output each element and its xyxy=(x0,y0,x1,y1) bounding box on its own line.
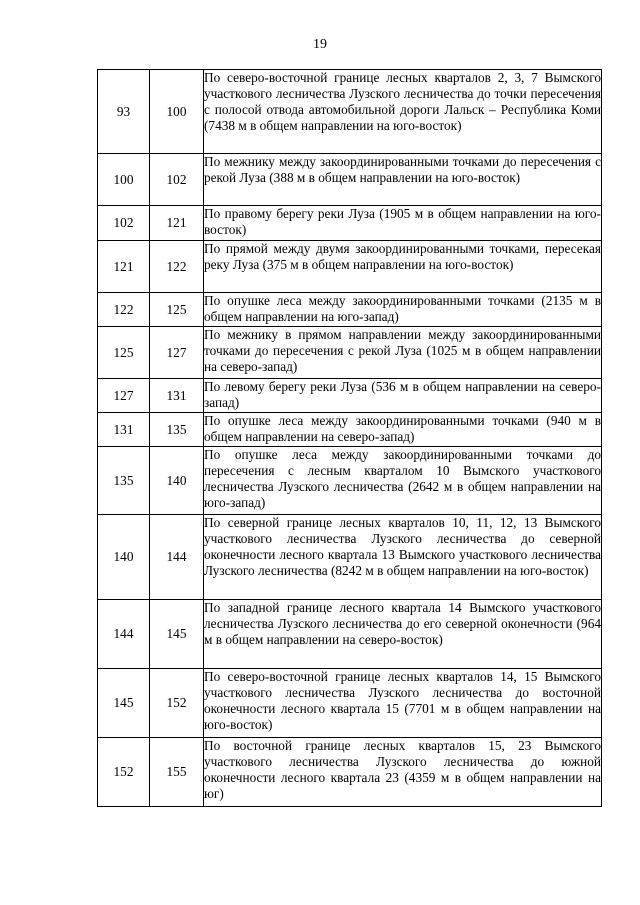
point-from: 135 xyxy=(98,447,150,515)
point-to: 102 xyxy=(150,154,204,206)
boundary-description: По опушке леса между закоординированными точками (2135 м в общем направлении на юго-запад) xyxy=(204,293,602,327)
table-row xyxy=(98,70,602,154)
point-to: 152 xyxy=(150,669,204,738)
boundary-description: По опушке леса между закоординированными точками (940 м в общем направлении на северо-запад) xyxy=(204,413,602,447)
point-to: 155 xyxy=(150,738,204,807)
point-to: 121 xyxy=(150,206,204,241)
point-from: 102 xyxy=(98,206,150,241)
boundary-description: По правому берегу реки Луза (1905 м в общем направлении на юго-восток) xyxy=(204,206,602,241)
table-row xyxy=(98,413,602,447)
point-to: 144 xyxy=(150,515,204,600)
boundary-description: По опушке леса между закоординированными точками до пересечения с лесным кварталом 10 Вымского участкового лесничества Лузского лесничества (2642 м в общем направлении на юго-запад) xyxy=(204,447,602,515)
point-from: 122 xyxy=(98,293,150,327)
point-from: 144 xyxy=(98,600,150,669)
table-row xyxy=(98,327,602,379)
table-row xyxy=(98,154,602,206)
table-row xyxy=(98,379,602,413)
boundary-description: По восточной границе лесных кварталов 15, 23 Вымского участкового лесничества Лузского лесничества до южной оконечности лесного квартала 23 (4359 м в общем направлении на юг) xyxy=(204,738,602,807)
point-from: 125 xyxy=(98,327,150,379)
point-to: 100 xyxy=(150,70,204,154)
point-from: 140 xyxy=(98,515,150,600)
table-row xyxy=(98,206,602,241)
table-row xyxy=(98,447,602,515)
table-row xyxy=(98,738,602,807)
point-to: 131 xyxy=(150,379,204,413)
point-to: 140 xyxy=(150,447,204,515)
table-row xyxy=(98,293,602,327)
point-from: 131 xyxy=(98,413,150,447)
boundary-description: По северо-восточной границе лесных кварталов 2, 3, 7 Вымского участкового лесничества Лузского лесничества до точки пересечения с полосой отвода автомобильной дороги Лальск – Республика Коми (7438 м в общем направлении на юго-восток) xyxy=(204,70,602,154)
table-row xyxy=(98,669,602,738)
point-to: 122 xyxy=(150,241,204,293)
boundary-description: По северной границе лесных кварталов 10, 11, 12, 13 Вымского участкового лесничества Лузского лесничества до северной оконечности лесного квартала 13 Вымского участкового лесничества Лузского лесничества (8242 м в общем направлении на юго-восток) xyxy=(204,515,602,600)
boundary-description-table xyxy=(97,69,602,807)
point-from: 121 xyxy=(98,241,150,293)
table-row xyxy=(98,515,602,600)
boundary-description: По прямой между двумя закоординированными точками, пересекая реку Луза (375 м в общем направлении на юго-восток) xyxy=(204,241,602,293)
boundary-description: По северо-восточной границе лесных кварталов 14, 15 Вымского участкового лесничества Лузского лесничества до восточной оконечности лесного квартала 15 (7701 м в общем направлении на юго-восток) xyxy=(204,669,602,738)
boundary-description: По левому берегу реки Луза (536 м в общем направлении на северо-запад) xyxy=(204,379,602,413)
point-from: 152 xyxy=(98,738,150,807)
point-from: 127 xyxy=(98,379,150,413)
point-to: 135 xyxy=(150,413,204,447)
boundary-description: По западной границе лесного квартала 14 Вымского участкового лесничества Лузского лесничества до его северной оконечности (964 м в общем направлении на северо-восток) xyxy=(204,600,602,669)
point-to: 125 xyxy=(150,293,204,327)
table-row xyxy=(98,600,602,669)
boundary-description: По межнику между закоординированными точками до пересечения с рекой Луза (388 м в общем направлении на юго-восток) xyxy=(204,154,602,206)
boundary-description: По межнику в прямом направлении между закоординированными точками до пересечения с рекой Луза (1025 м в общем направлении на северо-запад) xyxy=(204,327,602,379)
table-row xyxy=(98,241,602,293)
point-from: 145 xyxy=(98,669,150,738)
point-to: 127 xyxy=(150,327,204,379)
point-from: 93 xyxy=(98,70,150,154)
page-number: 19 xyxy=(313,37,327,52)
point-from: 100 xyxy=(98,154,150,206)
point-to: 145 xyxy=(150,600,204,669)
